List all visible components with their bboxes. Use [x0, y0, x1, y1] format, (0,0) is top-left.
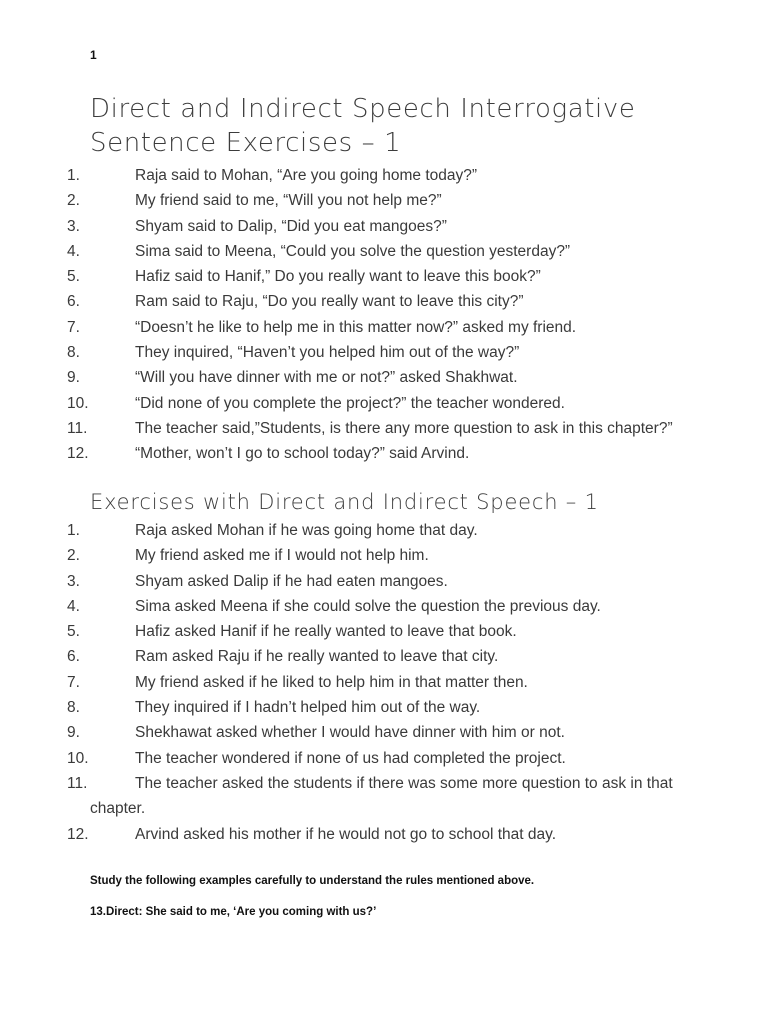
- list-item: [0, 239, 680, 264]
- list-item: [0, 619, 680, 644]
- item-text: My friend asked me if I would not help him.: [135, 547, 429, 565]
- item-text: The teacher said,”Students, is there any more question to ask in this chapter?”: [135, 419, 673, 437]
- item-number: 8.: [67, 344, 80, 362]
- item-number: 12.: [67, 825, 89, 843]
- item-text: Sima asked Meena if she could solve the question the previous day.: [135, 597, 601, 615]
- item-number: 3.: [67, 572, 80, 590]
- list-item: [0, 569, 680, 594]
- item-number: 4.: [67, 597, 80, 615]
- item-text: Ram asked Raju if he really wanted to leave that city.: [135, 648, 499, 666]
- item-number: 11.: [67, 419, 88, 437]
- item-number: 3.: [67, 217, 80, 235]
- item-text: Shyam said to Dalip, “Did you eat mangoes?”: [135, 217, 447, 235]
- item-number: 2.: [67, 192, 80, 210]
- item-text: Shyam asked Dalip if he had eaten mangoes.: [135, 572, 448, 590]
- item-text: Hafiz said to Hanif,” Do you really want to leave this book?”: [135, 268, 541, 286]
- item-text: Raja asked Mohan if he was going home that day.: [135, 522, 478, 539]
- list-item: [0, 315, 680, 340]
- item-number: 11.: [67, 774, 88, 792]
- item-text: Ram said to Raju, “Do you really want to leave this city?”: [135, 293, 524, 311]
- item-text: My friend asked if he liked to help him in that matter then.: [135, 673, 528, 691]
- list-item: [0, 771, 680, 822]
- page-number: 1: [90, 48, 97, 62]
- item-number: 6.: [67, 648, 80, 666]
- list-item: [0, 441, 680, 466]
- item-number: 5.: [67, 268, 80, 286]
- item-text: Raja said to Mohan, “Are you going home today?”: [135, 167, 478, 184]
- list-item: [0, 543, 680, 568]
- item-text: Arvind asked his mother if he would not go to school that day.: [135, 825, 557, 843]
- item-text: “Mother, won’t I go to school today?” said Arvind.: [135, 445, 470, 463]
- item-number: 5.: [67, 623, 80, 641]
- page-title: Direct and Indirect Speech Interrogative Sentence Exercises – 1: [90, 94, 636, 158]
- item-text: Hafiz asked Hanif if he really wanted to leave that book.: [135, 623, 517, 641]
- item-text: My friend said to me, “Will you not help me?”: [135, 192, 442, 210]
- item-number: 6.: [67, 293, 80, 311]
- list-item: [0, 594, 680, 619]
- study-note: Study the following examples carefully to understand the rules mentioned above.: [90, 875, 535, 887]
- item-number: 9.: [67, 724, 80, 742]
- list-item: [0, 746, 680, 771]
- item-text: “Did none of you complete the project?” the teacher wondered.: [135, 394, 565, 412]
- list-item: [0, 518, 680, 543]
- list-item: [0, 720, 680, 745]
- list-item: [0, 264, 680, 289]
- answer-list: [0, 518, 768, 847]
- item-text: They inquired if I hadn’t helped him out of the way.: [135, 699, 481, 717]
- item-number: 12.: [67, 445, 89, 463]
- item-text: “Will you have dinner with me or not?” asked Shakhwat.: [135, 369, 518, 387]
- item-number: 1.: [67, 167, 80, 184]
- item-text: Shekhawat asked whether I would have dinner with him or not.: [135, 724, 565, 742]
- list-item: [0, 289, 680, 314]
- item-number: 10.: [67, 749, 89, 767]
- list-item: [0, 416, 680, 441]
- list-item: [0, 391, 680, 416]
- item-text: The teacher asked the students if there was some more question to ask in that chapter.: [90, 774, 673, 818]
- exercise-list: [0, 163, 768, 467]
- list-item: [0, 644, 680, 669]
- section-heading: Exercises with Direct and Indirect Speech – 1: [90, 490, 599, 514]
- item-number: 2.: [67, 547, 80, 565]
- list-item: [0, 822, 680, 847]
- list-item: [0, 188, 680, 213]
- item-number: 10.: [67, 394, 89, 412]
- list-item: [0, 365, 680, 390]
- list-item: [0, 670, 680, 695]
- item-text: The teacher wondered if none of us had completed the project.: [135, 749, 566, 767]
- list-item: [0, 340, 680, 365]
- item-number: 9.: [67, 369, 80, 387]
- list-item: [0, 695, 680, 720]
- item-number: 4.: [67, 242, 80, 260]
- direct-example: 13.Direct: She said to me, ‘Are you coming with us?’: [90, 906, 377, 918]
- item-number: 7.: [67, 673, 80, 691]
- list-item: [0, 214, 680, 239]
- item-text: They inquired, “Haven’t you helped him out of the way?”: [135, 344, 520, 362]
- list-item: [0, 163, 680, 188]
- item-number: 8.: [67, 699, 80, 717]
- item-text: “Doesn’t he like to help me in this matter now?” asked my friend.: [135, 318, 577, 336]
- item-number: 1.: [67, 522, 80, 539]
- item-text: Sima said to Meena, “Could you solve the question yesterday?”: [135, 242, 571, 260]
- item-number: 7.: [67, 318, 80, 336]
